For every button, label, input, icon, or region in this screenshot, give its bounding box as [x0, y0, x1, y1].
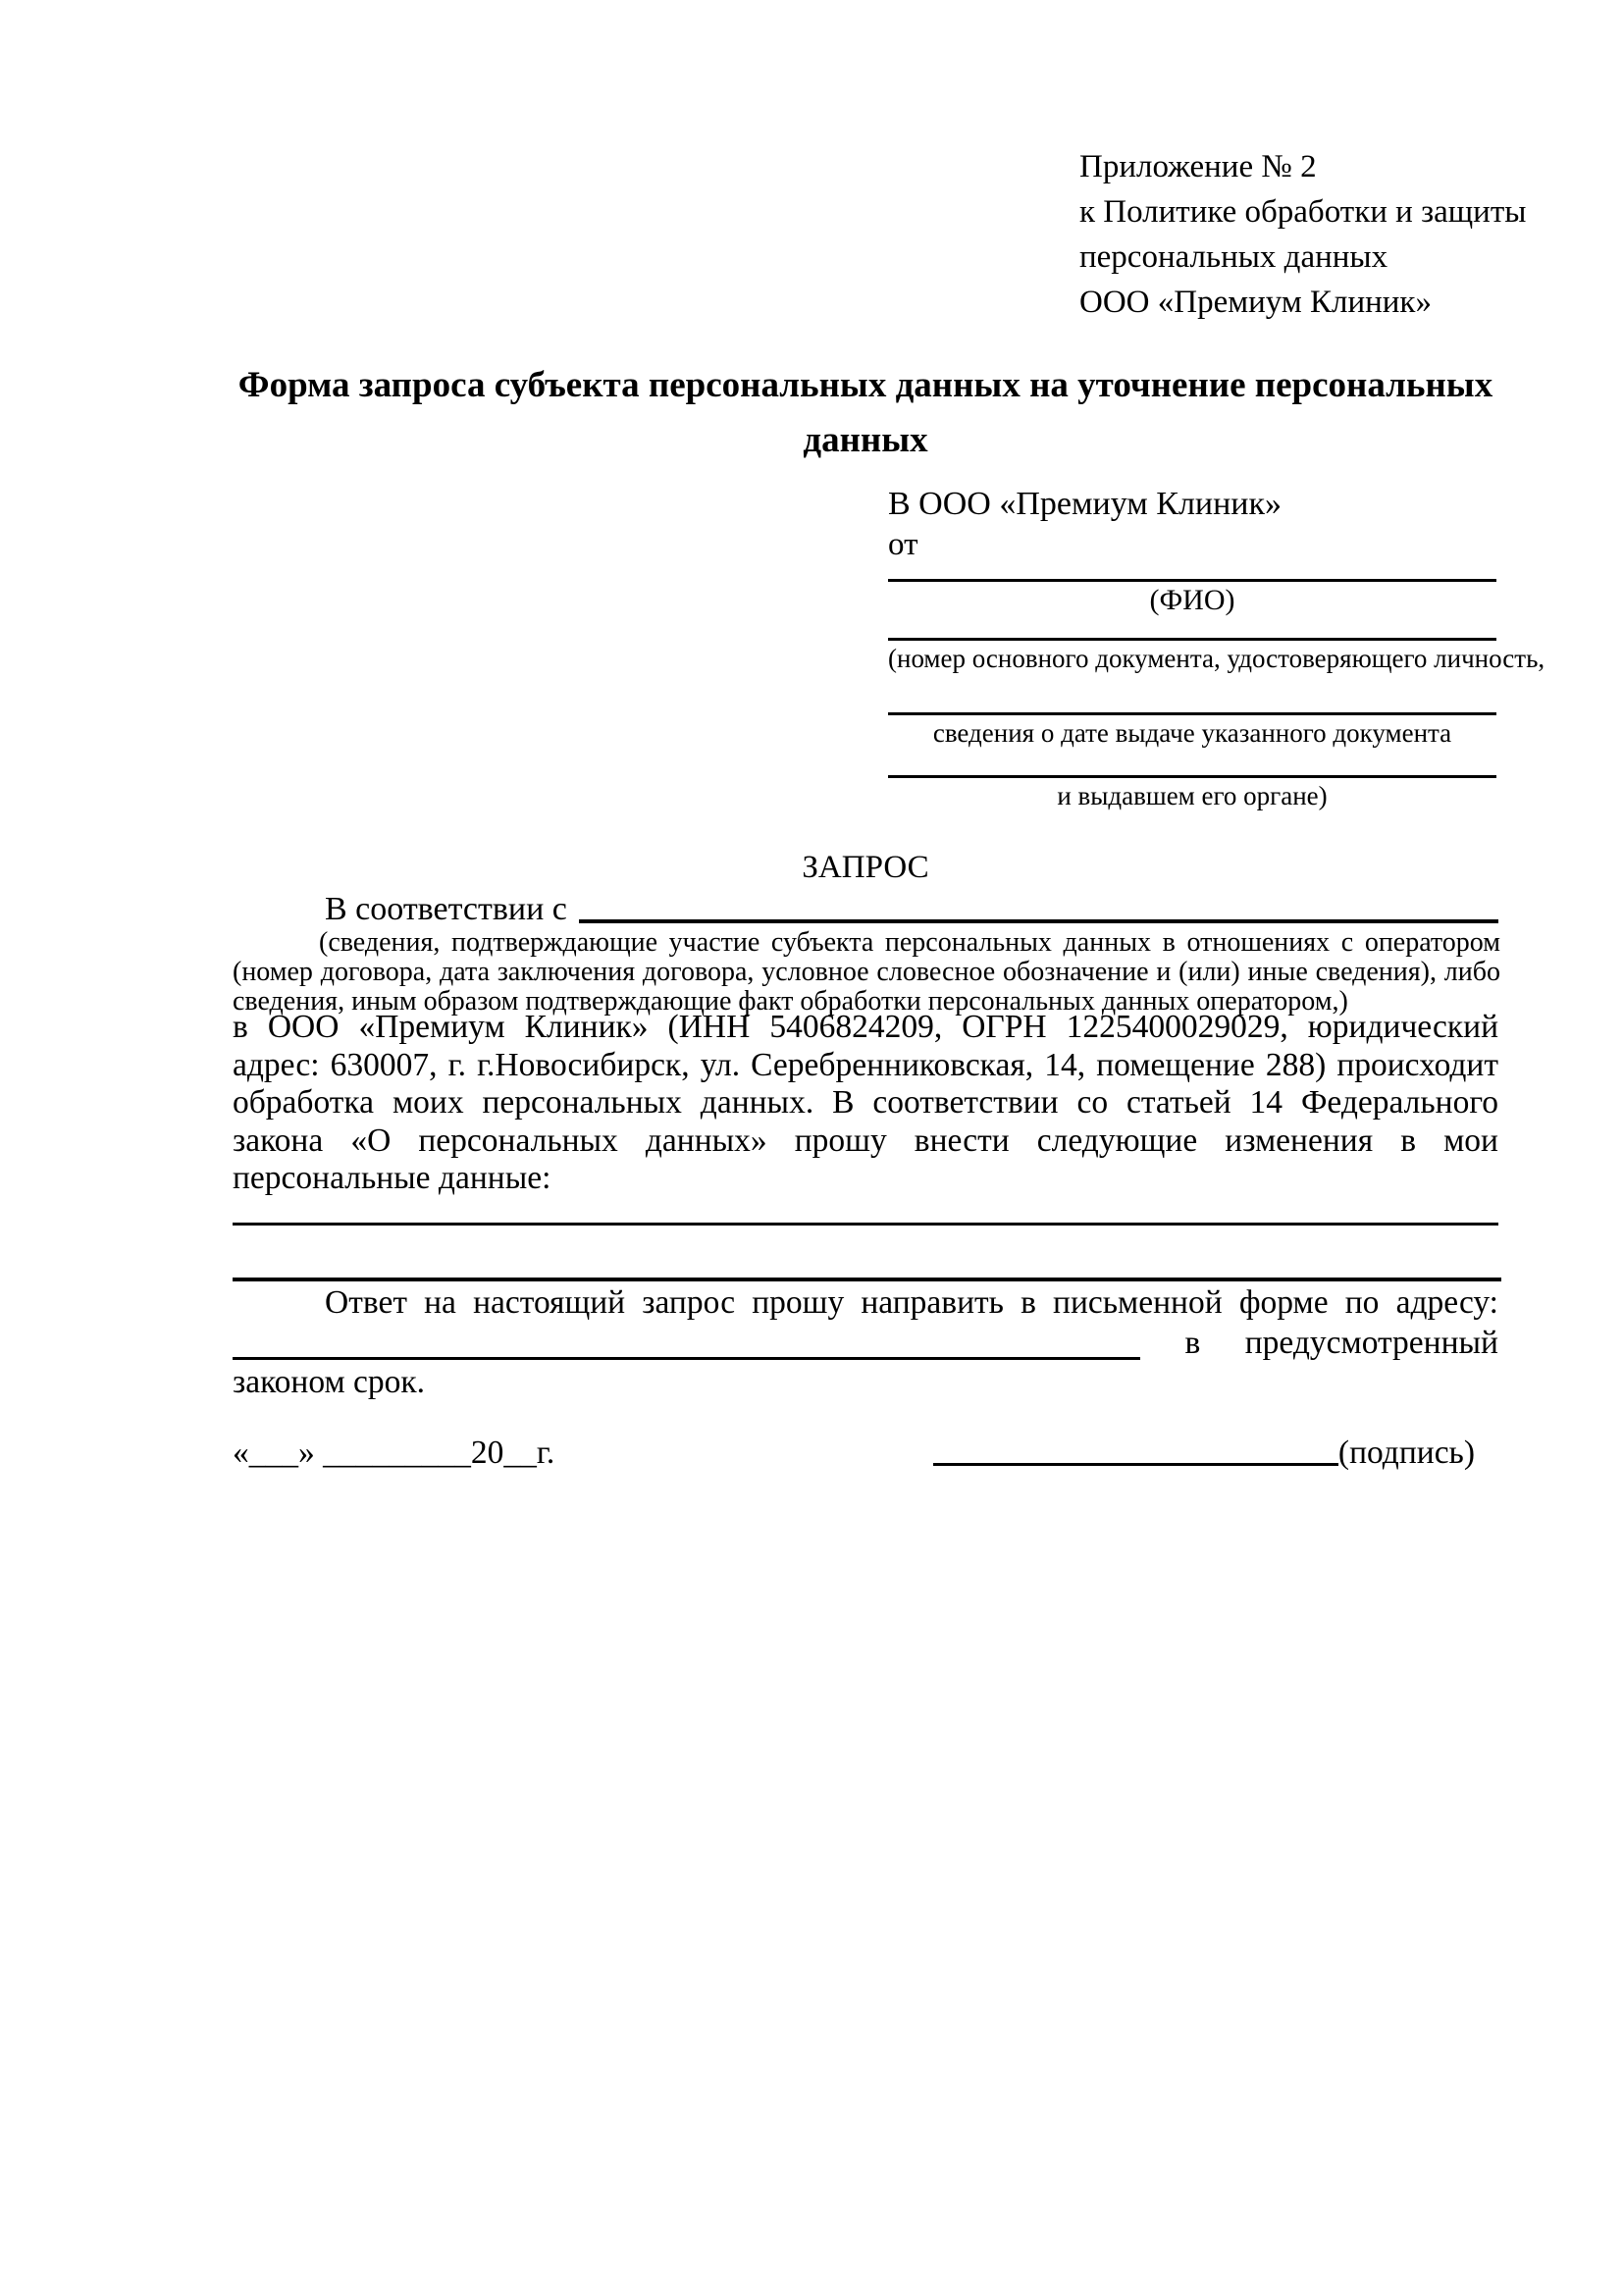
- appendix-line-3: персональных данных: [1079, 239, 1388, 275]
- date-blank: «___» _________20__г.: [233, 1435, 555, 1471]
- changes-blank-line-2: [233, 1258, 1501, 1281]
- document-number-caption: (номер основного документа, удостоверяющего личность,: [888, 644, 1545, 673]
- fio-caption: (ФИО): [1149, 584, 1235, 616]
- addressee-from-label: от: [888, 527, 918, 562]
- appendix-line-2: к Политике обработки и защиты: [1079, 194, 1527, 230]
- appendix-line-4: ООО «Премиум Клиник»: [1079, 285, 1432, 320]
- signature-blank-line: [933, 1463, 1338, 1466]
- document-number-blank-line: [888, 618, 1496, 641]
- request-body: в ООО «Премиум Клиник» (ИНН 5406824209, ОГРН 1225400029029, юридический адрес: 630007, г. г.Новосибирск, ул. Серебренниковская, 14, помещение 288) происходит обработка моих персональных данных. В соответствии со статьей 14 Федерального закона «О персональных данных» прошу внести следующие изменения в мои персональные данные:: [233, 1009, 1498, 1196]
- reply-term-line: законом срок.: [233, 1364, 426, 1400]
- reply-address-line: [233, 1325, 1498, 1366]
- basis-blank-line: [579, 919, 1498, 923]
- basis-line: [233, 891, 1498, 928]
- basis-footnote: (сведения, подтверждающие участие субъекта персональных данных в отношениях с оператором (номер договора, дата заключения договора, условное словесное обозначение и (или) иные сведения), либо сведения, иным образом подтверждающие факт обработки персональных данных оператором,): [233, 927, 1500, 1017]
- page-title: Форма запроса субъекта персональных данных на уточнение персональных данных: [237, 365, 1493, 460]
- appendix-block: [1079, 144, 1526, 325]
- date-signature-row: [233, 1435, 1498, 1472]
- fio-blank-line: [888, 559, 1496, 582]
- request-heading: ЗАПРОС: [802, 850, 929, 885]
- changes-blank-line-1: [233, 1203, 1498, 1226]
- issue-date-caption: сведения о дате выдаче указанного документа: [932, 718, 1452, 748]
- issuing-authority-blank-line: [888, 756, 1496, 778]
- address-blank-line: [233, 1357, 1140, 1360]
- issue-date-blank-line: [888, 693, 1496, 715]
- appendix-line-1: Приложение № 2: [1079, 149, 1317, 184]
- signature-caption: (подпись): [1337, 1435, 1475, 1471]
- signature-group: [933, 1435, 1475, 1472]
- reply-word-v: в: [1184, 1325, 1201, 1361]
- addressee-organization: В ООО «Премиум Клиник»: [888, 486, 1283, 522]
- reply-word-predusmotrenny: предусмотренный: [1244, 1325, 1498, 1361]
- reply-request-line: Ответ на настоящий запрос прошу направить в письменной форме по адресу:: [325, 1284, 1498, 1321]
- basis-prefix: В соответствии с: [325, 891, 567, 927]
- issuing-authority-caption: и выдавшем его органе): [1057, 781, 1328, 810]
